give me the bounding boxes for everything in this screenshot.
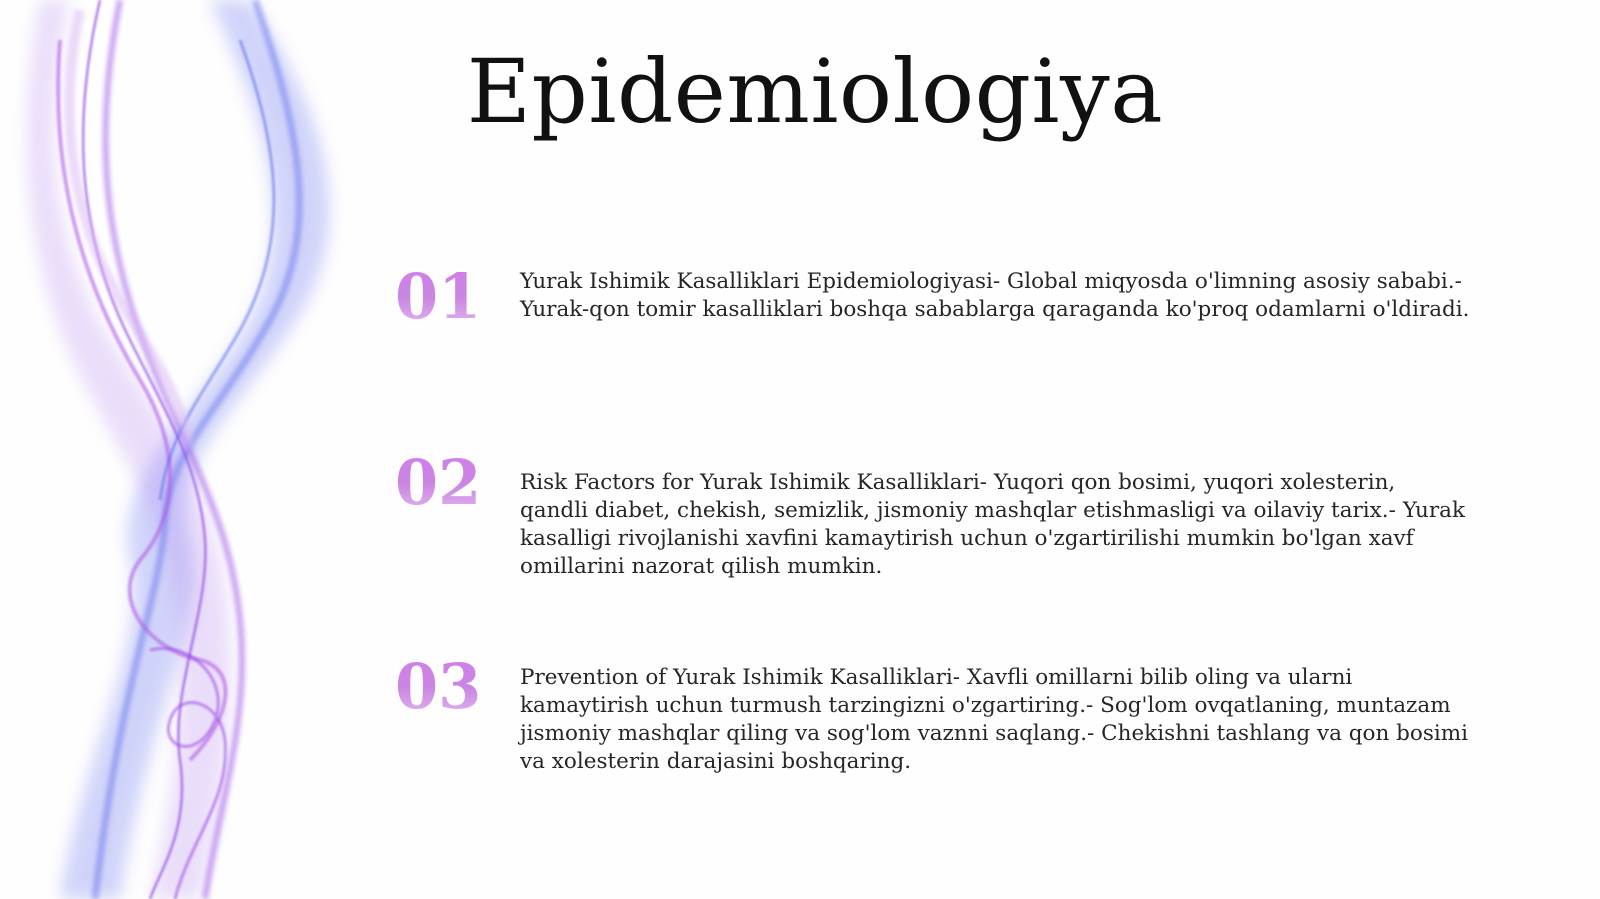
item-text: Prevention of Yurak Ishimik Kasalliklari- Xavfli omillarni bilib oling va ularni kamaytirish uchun turmush tarzingizni o'zgartiring.- Sog'lom ovqatlaning, muntazam jismoniy mashqlar qiling va sog'lom vaznni saqlang.- Chekishni tashlang va qon bosimi va xolesterin darajasini boshqaring.	[520, 665, 1469, 774]
item-number: 03	[395, 650, 482, 723]
item-number: 01	[395, 260, 482, 333]
item-text: Yurak Ishimik Kasalliklari Epidemiologiyasi- Global miqyosda o'limning asosiy sababi.- Yurak-qon tomir kasalliklari boshqa sabablarga qaraganda ko'proq odamlarni o'ldiradi.	[520, 269, 1470, 322]
item-text: Risk Factors for Yurak Ishimik Kasalliklari- Yuqori qon bosimi, yuqori xolesterin, qandli diabet, chekish, semizlik, jismoniy mashqlar etishmasligi va oilaviy tarix.- Yurak kasalligi rivojlanishi xavfini kamaytirish uchun o'zgartirilishi mumkin bo'lgan xavf omillarini nazorat qilish mumkin.	[520, 470, 1466, 579]
item-number: 02	[395, 446, 482, 519]
slide-title: Epidemiologiya	[466, 40, 1164, 143]
